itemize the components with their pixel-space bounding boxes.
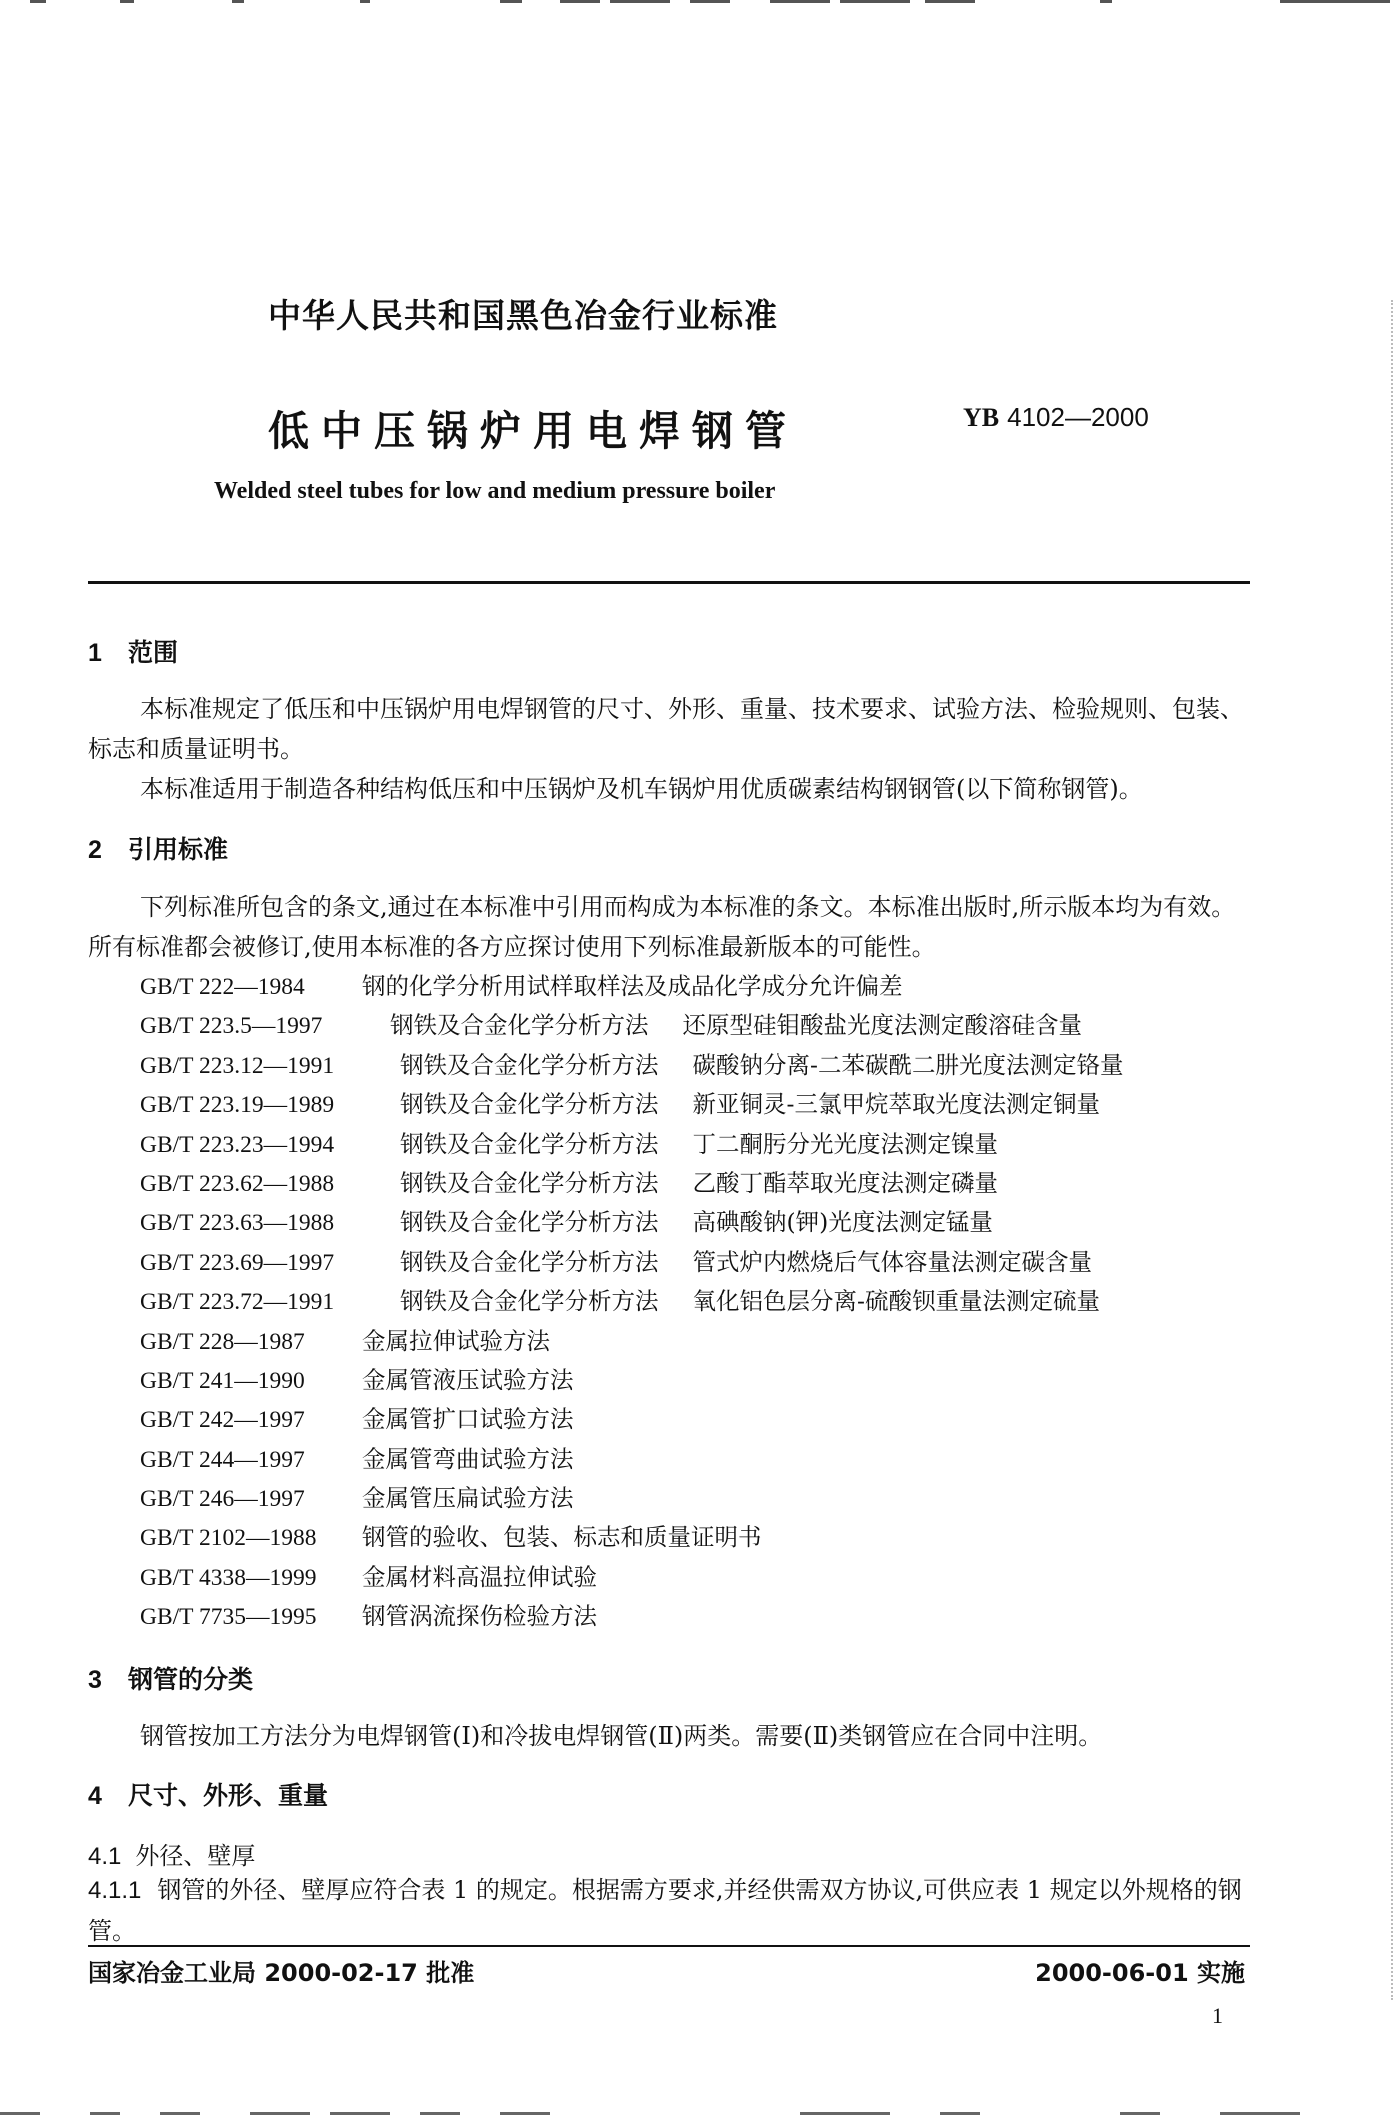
reference-title: 钢铁及合金化学分析方法 [400,1208,659,1237]
scan-right-edge [1389,300,1393,2000]
standard-code-prefix: YB [963,403,1000,432]
reference-title: 钢铁及合金化学分析方法 [400,1287,659,1316]
reference-title: 钢铁及合金化学分析方法 [400,1090,659,1119]
reference-code: GB/T 223.69—1997 [140,1249,335,1276]
reference-method: 新亚铜灵-三氯甲烷萃取光度法测定铜量 [692,1090,1100,1119]
section-2-heading: 2 引用标准 [88,835,229,864]
reference-item [140,1400,1123,1439]
section-3-body: 钢管按加工方法分为电焊钢管(Ⅰ)和冷拔电焊钢管(Ⅱ)两类。需要(Ⅱ)类钢管应在合同中注明。 [140,1722,1103,1750]
reference-method: 管式炉内燃烧后气体容量法测定碳含量 [692,1247,1092,1276]
section-4-heading: 4 尺寸、外形、重量 [88,1781,329,1810]
reference-item [140,1361,1123,1400]
reference-title: 钢铁及合金化学分析方法 [400,1050,659,1079]
reference-item [140,1006,1123,1045]
standard-code [963,402,1149,433]
page-number: 1 [1212,2003,1223,2028]
reference-code: GB/T 223.19—1989 [140,1092,335,1119]
reference-title: 钢的化学分析用试样取样法及成品化学成分允许偏差 [362,972,903,1000]
reference-title: 金属管压扁试验方法 [362,1484,574,1513]
reference-title: 钢铁及合金化学分析方法 [400,1129,659,1158]
subsection-4-1-1: 4.1.1 钢管的外径、壁厚应符合表 1 的规定。根据需方要求,并经供需双方协议,可供应表 1 规定以外规格的钢管。 [88,1876,1242,1945]
reference-code: GB/T 2102—1988 [140,1525,317,1552]
reference-item [140,1085,1123,1124]
standard-title: 低中压锅炉用电焊钢管 [268,407,798,455]
reference-title: 钢铁及合金化学分析方法 [400,1247,659,1276]
reference-code: GB/T 223.12—1991 [140,1052,335,1079]
referenced-standards-list [140,967,1123,1637]
reference-item [140,1282,1123,1321]
reference-code: GB/T 7735—1995 [140,1604,317,1631]
reference-title: 金属管液压试验方法 [362,1365,574,1394]
reference-item [140,1518,1123,1557]
reference-title: 钢管涡流探伤检验方法 [362,1602,597,1631]
reference-item [140,1558,1123,1597]
paragraph: 本标准适用于制造各种结构低压和中压锅炉及机车锅炉用优质碳素结构钢钢管(以下简称钢管)。 [140,775,1143,803]
header-divider [88,581,1250,584]
reference-title: 钢铁及合金化学分析方法 [390,1011,649,1040]
effective-date: 2000-06-01 实施 [1035,1959,1245,1987]
reference-code: GB/T 4338—1999 [140,1564,317,1591]
reference-code: GB/T 223.5—1997 [140,1013,323,1040]
reference-title: 钢管的验收、包装、标志和质量证明书 [362,1523,762,1552]
reference-method: 丁二酮肟分光光度法测定镍量 [692,1129,998,1158]
section-1-body [88,689,1250,809]
paragraph: 本标准规定了低压和中压锅炉用电焊钢管的尺寸、外形、重量、技术要求、试验方法、检验规则、包装、标志和质量证明书。 [88,695,1244,763]
reference-code: GB/T 244—1997 [140,1446,305,1473]
reference-code: GB/T 241—1990 [140,1367,305,1394]
reference-title: 金属拉伸试验方法 [362,1326,550,1355]
reference-code: GB/T 228—1987 [140,1328,305,1355]
reference-code: GB/T 242—1997 [140,1407,305,1434]
reference-item [140,1322,1123,1361]
reference-item [140,1164,1123,1203]
reference-code: GB/T 246—1997 [140,1486,305,1513]
reference-item [140,967,1123,1006]
reference-code: GB/T 223.23—1994 [140,1131,335,1158]
section-2-intro: 下列标准所包含的条文,通过在本标准中引用而构成为本标准的条文。本标准出版时,所示版本均为有效。所有标准都会被修订,使用本标准的各方应探讨使用下列标准最新版本的可能性。 [88,893,1236,961]
reference-title: 金属管弯曲试验方法 [362,1444,574,1473]
reference-title: 金属管扩口试验方法 [362,1405,574,1434]
footer-divider [88,1945,1250,1947]
reference-code: GB/T 223.62—1988 [140,1170,335,1197]
reference-title: 金属材料高温拉伸试验 [362,1562,597,1591]
issuing-organization: 中华人民共和国黑色冶金行业标准 [268,296,778,335]
scan-edge-marks-bottom [0,2105,1397,2117]
reference-item [140,1243,1123,1282]
reference-title: 钢铁及合金化学分析方法 [400,1168,659,1197]
reference-method: 还原型硅钼酸盐光度法测定酸溶硅含量 [682,1011,1082,1040]
reference-method: 碳酸钠分离-二苯碳酰二肼光度法测定铬量 [692,1050,1124,1079]
reference-method: 氧化铝色层分离-硫酸钡重量法测定硫量 [692,1287,1100,1316]
reference-item [140,1597,1123,1636]
section-3-heading: 3 钢管的分类 [88,1665,254,1694]
english-title: Welded steel tubes for low and medium pressure boiler [214,478,776,504]
reference-method: 乙酸丁酯萃取光度法测定磷量 [692,1168,998,1197]
reference-item [140,1479,1123,1518]
reference-method: 高碘酸钠(钾)光度法测定锰量 [692,1208,993,1237]
scan-edge-marks-top [0,0,1397,14]
subsection-4-1: 4.1 外径、壁厚 [88,1842,256,1870]
reference-code: GB/T 223.63—1988 [140,1210,335,1237]
reference-item [140,1440,1123,1479]
reference-code: GB/T 223.72—1991 [140,1289,335,1316]
reference-item [140,1125,1123,1164]
reference-item [140,1203,1123,1242]
section-1-heading: 1 范围 [88,638,179,667]
standard-code-number: 4102—2000 [1007,402,1149,432]
reference-item [140,1046,1123,1085]
reference-code: GB/T 222—1984 [140,974,305,1000]
approval-line: 国家冶金工业局 2000-02-17 批准 [88,1959,475,1987]
